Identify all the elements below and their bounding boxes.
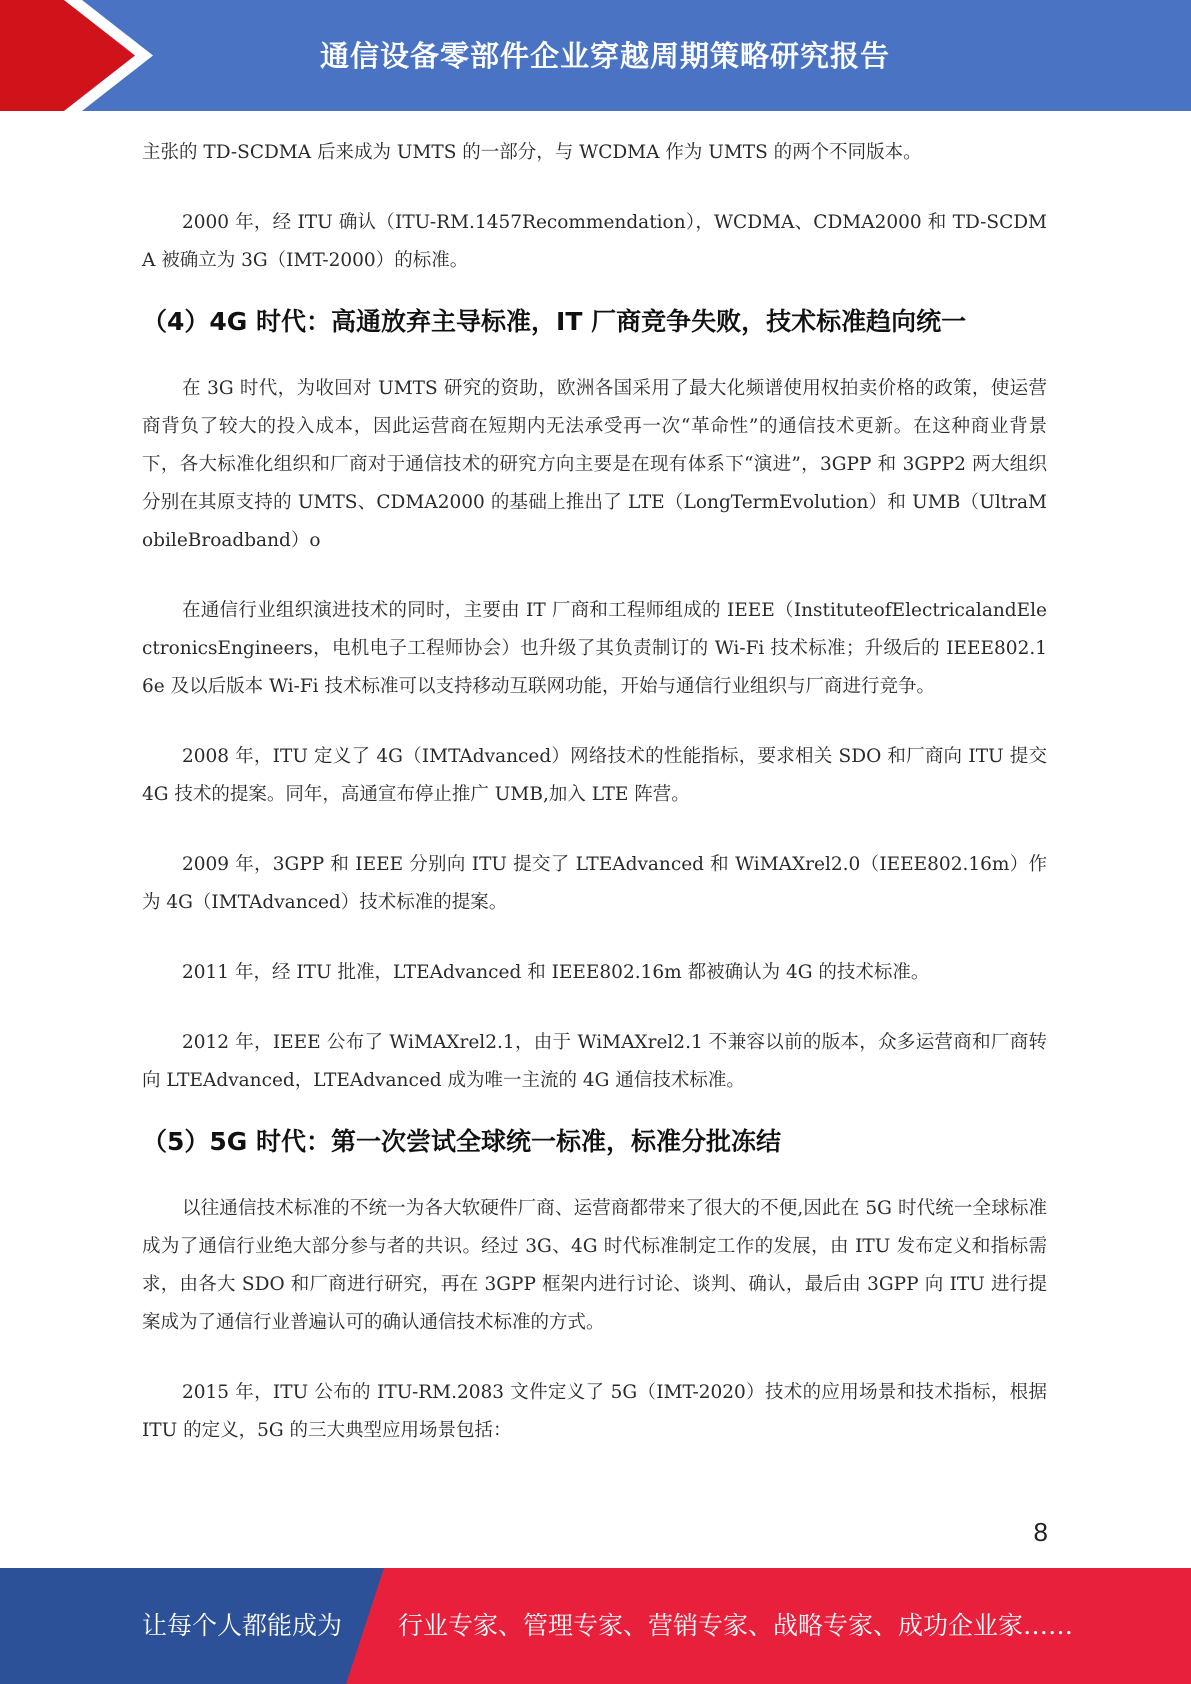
report-title: 通信设备零部件企业穿越周期策略研究报告 <box>320 39 891 73</box>
paragraph: 2015 年，ITU 公布的 ITU-RM.2083 文件定义了 5G（IMT-2020）技术的应用场景和技术指标，根据 ITU 的定义，5G 的三大典型应用场景包括： <box>142 1382 1047 1441</box>
paragraph: 2008 年，ITU 定义了 4G（IMTAdvanced）网络技术的性能指标，要求相关 SDO 和厂商向 ITU 提交 4G 技术的提案。同年，高通宣布停止推广 UMB,加入 LTE 阵营。 <box>142 746 1047 805</box>
footer-slogan-left: 让每个人都能成为 <box>142 1611 343 1640</box>
section-heading-4g: （4）4G 时代：高通放弃主导标准，IT 厂商竞争失败，技术标准趋向统一 <box>142 307 967 336</box>
page-header <box>0 0 1191 111</box>
page-number: 8 <box>1033 1517 1048 1547</box>
header-arrow-decoration <box>0 0 200 111</box>
page-footer <box>0 1568 1191 1684</box>
footer-slogan-right: 行业专家、管理专家、营销专家、战略专家、成功企业家…… <box>398 1611 1074 1640</box>
paragraph: 2011 年，经 ITU 批准，LTEAdvanced 和 IEEE802.16m 都被确认为 4G 的技术标准。 <box>182 962 930 983</box>
document-body <box>142 134 1047 1450</box>
paragraph: 在 3G 时代，为收回对 UMTS 研究的资助，欧洲各国采用了最大化频谱使用权拍卖价格的政策，使运营商背负了较大的投入成本，因此运营商在短期内无法承受再一次“革命性”的通信技术更新。在这种商业背景下，各大标准化组织和厂商对于通信技术的研究方向主要是在现有体系下“演进”，3GPP 和 3GPP2 两大组织分别在其原支持的 UMTS、CDMA2000 的基础上推出了 LTE（LongTermEvolution）和 UMB（UltraMobileBroadband）o <box>142 378 1047 551</box>
paragraph: 2012 年，IEEE 公布了 WiMAXrel2.1，由于 WiMAXrel2.1 不兼容以前的版本，众多运营商和厂商转向 LTEAdvanced，LTEAdvanced 成为唯一主流的 4G 通信技术标准。 <box>142 1032 1047 1091</box>
paragraph: 2000 年，经 ITU 确认（ITU-RM.1457Recommendation），WCDMA、CDMA2000 和 TD-SCDMA 被确立为 3G（IMT-2000）的标准。 <box>142 212 1047 271</box>
paragraph: 2009 年，3GPP 和 IEEE 分别向 ITU 提交了 LTEAdvanced 和 WiMAXrel2.0（IEEE802.16m）作为 4G（IMTAdvanced）技术标准的提案。 <box>142 854 1047 913</box>
paragraph: 主张的 TD-SCDMA 后来成为 UMTS 的一部分，与 WCDMA 作为 UMTS 的两个不同版本。 <box>142 142 922 163</box>
paragraph: 在通信行业组织演进技术的同时，主要由 IT 厂商和工程师组成的 IEEE（InstituteofElectricalandElectronicsEngineers，电机电子工程师协会）也升级了其负责制订的 Wi-Fi 技术标准；升级后的 IEEE802.16e 及以后版本 Wi-Fi 技术标准可以支持移动互联网功能，开始与通信行业组织与厂商进行竞争。 <box>142 600 1047 697</box>
paragraph: 以往通信技术标准的不统一为各大软硬件厂商、运营商都带来了很大的不便,因此在 5G 时代统一全球标准成为了通信行业绝大部分参与者的共识。经过 3G、4G 时代标准制定工作的发展，由 ITU 发布定义和指标需求，由各大 SDO 和厂商进行研究，再在 3GPP 框架内进行讨论、谈判、确认，最后由 3GPP 向 ITU 进行提案成为了通信行业普遍认可的确认通信技术标准的方式。 <box>142 1198 1047 1333</box>
section-heading-5g: （5）5G 时代：第一次尝试全球统一标准，标准分批冻结 <box>142 1127 782 1156</box>
